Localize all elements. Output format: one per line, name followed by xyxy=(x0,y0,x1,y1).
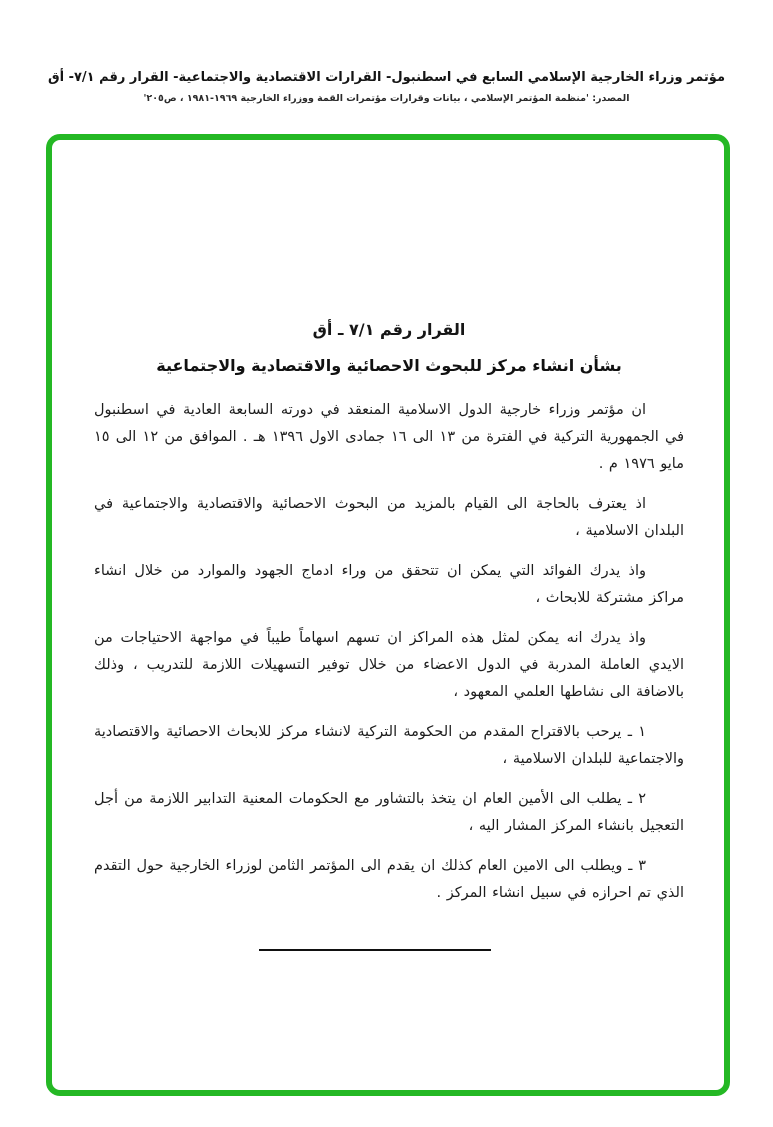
paragraph-realizing-training: واذ يدرك انه يمكن لمثل هذه المراكز ان تسهم اسهاماً طيباً في مواجهة الاحتياجات من الايدي العاملة المدربة في الدول الاعضاء من خلال توفير التسهيلات اللازمة للتدريب ، وذلك بالاضافة الى نشاطها العلمي المعهود ، xyxy=(94,630,684,700)
paragraph-recognizing: اذ يعترف بالحاجة الى القيام بالمزيد من البحوث الاحصائية والاقتصادية والاجتماعية في البلدان الاسلامية ، xyxy=(94,496,684,539)
resolution-item-1: ١ ـ يرحب بالاقتراح المقدم من الحكومة التركية لانشاء مركز للابحاث الاحصائية والاقتصادية والاجتماعية للبلدان الاسلامية ، xyxy=(94,724,684,767)
paragraph-preamble: ان مؤتمر وزراء خارجية الدول الاسلامية المنعقد في دورته السابعة العادية في اسطنبول في الجمهورية التركية في الفترة من ١٣ الى ١٦ جمادى الاول ١٣٩٦ هـ . الموافق من ١٢ الى ١٥ مايو ١٩٧٦ م . xyxy=(94,402,684,472)
scanned-page-frame xyxy=(46,134,730,1096)
resolution-title: القرار رقم ٧/١ ـ أق xyxy=(312,320,466,339)
resolution-item-3: ٣ ـ ويطلب الى الامين العام كذلك ان يقدم الى المؤتمر الثامن لوزراء الخارجية حول التقدم الذي تم احرازه في سبيل انشاء المركز . xyxy=(94,858,684,901)
paragraph-realizing-benefits: واذ يدرك الفوائد التي يمكن ان تتحقق من وراء ادماج الجهود والموارد من خلال انشاء مراكز مشتركة للابحاث ، xyxy=(94,563,684,606)
resolution-item-2: ٢ ـ يطلب الى الأمين العام ان يتخذ بالتشاور مع الحكومات المعنية التدابير اللازمة من أجل التعجيل بانشاء المركز المشار اليه ، xyxy=(94,791,684,834)
resolution-subtitle: بشأن انشاء مركز للبحوث الاحصائية والاقتصادية والاجتماعية xyxy=(156,356,622,375)
footer-divider-line xyxy=(259,949,491,951)
scanned-page-content xyxy=(52,140,724,951)
header-source-line: المصدر: 'منظمة المؤتمر الإسلامي ، بيانات وقرارات مؤتمرات القمة ووزراء الخارجية ١٩٦٩-١٩٨١ ، ص٢٠٥' xyxy=(143,93,630,104)
document-header xyxy=(0,68,773,104)
header-title: مؤتمر وزراء الخارجية الإسلامي السابع في اسطنبول- القرارات الاقتصادية والاجتماعية- القرار رقم ٧/١- أق xyxy=(48,70,725,85)
